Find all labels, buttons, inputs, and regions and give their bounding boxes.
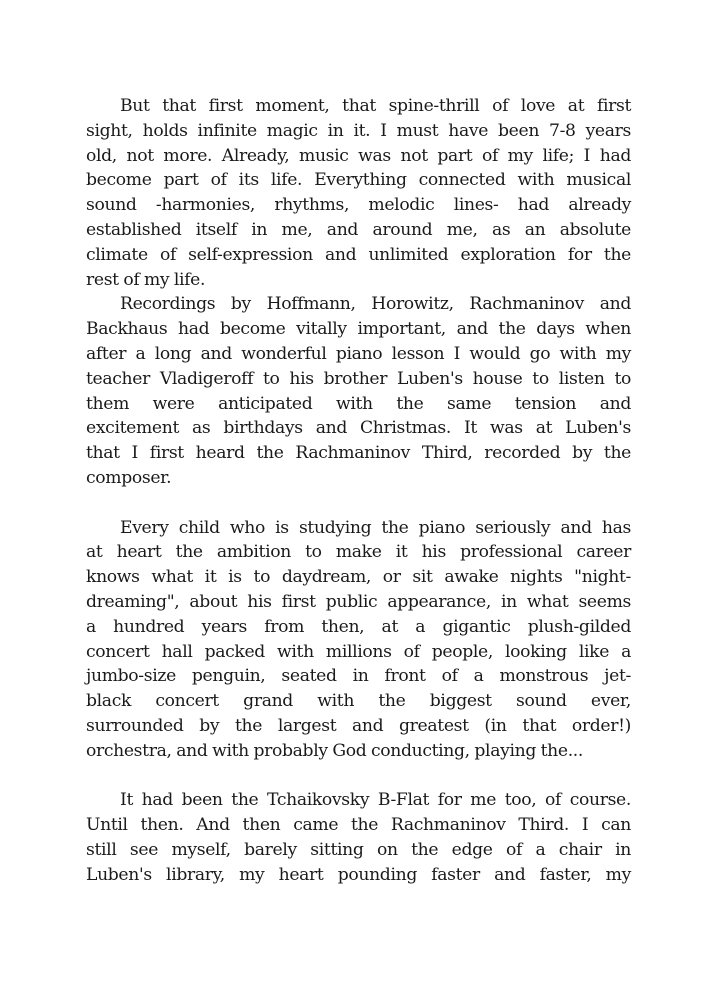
text-line: after a long and wonderful piano lesson I would go with my <box>86 343 631 364</box>
text-line: But that first moment, that spine-thrill of love at first <box>120 96 631 116</box>
text-line: excitement as birthdays and Christmas. It was at Luben's <box>86 418 631 439</box>
text-line: Until then. And then came the Rachmaninov Third. I can <box>86 815 631 836</box>
paragraph-gap <box>86 491 631 516</box>
paragraph-tchaikovsky <box>86 788 631 887</box>
text-line: composer. <box>86 467 172 488</box>
text-line: Every child who is studying the piano seriously and has <box>120 517 631 538</box>
text-line: jumbo-size penguin, seated in front of a monstrous jet- <box>86 666 631 687</box>
text-line: climate of self-expression and unlimited exploration for the <box>86 244 631 265</box>
paragraph-first-moment <box>86 94 631 292</box>
text-line: become part of its life. Everything connected with musical <box>86 170 631 191</box>
text-line: rest of my life. <box>86 269 206 290</box>
text-line: established itself in me, and around me, as an absolute <box>86 219 631 240</box>
text-line: sight, holds infinite magic in it. I must have been 7-8 years <box>86 120 631 141</box>
text-line: orchestra, and with probably God conducting, playing the... <box>86 740 584 761</box>
document-page <box>86 94 631 888</box>
text-line: concert hall packed with millions of people, looking like a <box>86 641 631 662</box>
text-line: It had been the Tchaikovsky B-Flat for me too, of course. <box>120 790 631 811</box>
text-line: old, not more. Already, music was not part of my life; I had <box>86 145 631 166</box>
text-line: them were anticipated with the same tension and <box>86 393 631 414</box>
text-line: knows what it is to daydream, or sit awake nights "night- <box>86 567 631 588</box>
text-line: black concert grand with the biggest sound ever, <box>86 691 631 712</box>
text-line: at heart the ambition to make it his professional career <box>86 542 631 563</box>
text-line: still see myself, barely sitting on the edge of a chair in <box>86 839 631 860</box>
text-line: that I first heard the Rachmaninov Third, recorded by the <box>86 443 631 464</box>
text-line: Luben's library, my heart pounding faster and faster, my <box>86 864 631 885</box>
paragraph-gap <box>86 764 631 789</box>
paragraph-recordings <box>86 292 631 490</box>
text-line: Backhaus had become vitally important, and the days when <box>86 319 631 340</box>
text-line: teacher Vladigeroff to his brother Luben's house to listen to <box>86 368 631 389</box>
text-line: dreaming", about his first public appearance, in what seems <box>86 591 631 612</box>
text-line: sound -harmonies, rhythms, melodic lines- had already <box>86 195 631 216</box>
text-line: surrounded by the largest and greatest (in that order!) <box>86 715 631 736</box>
paragraph-every-child <box>86 516 631 764</box>
text-line: a hundred years from then, at a gigantic plush-gilded <box>86 616 631 637</box>
text-line: Recordings by Hoffmann, Horowitz, Rachmaninov and <box>120 294 631 315</box>
